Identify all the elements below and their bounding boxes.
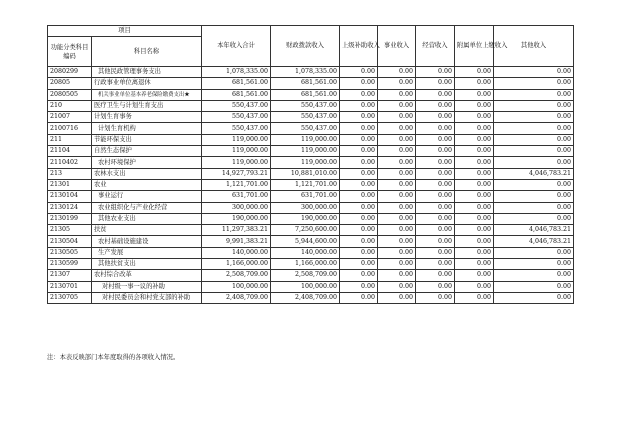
row-subsidy: 0.00 [340, 213, 378, 224]
row-name: 农村基础设施建设 [92, 236, 202, 247]
row-other: 0.00 [494, 179, 574, 190]
row-fiscal: 631,701.00 [271, 191, 340, 202]
row-subsidy: 0.00 [340, 157, 378, 168]
table-row [48, 179, 574, 190]
table-row [48, 236, 574, 247]
row-operating: 0.00 [416, 247, 455, 258]
row-business: 0.00 [378, 247, 416, 258]
row-code: 21104 [48, 146, 92, 157]
header-row-group [48, 26, 574, 37]
header-name: 科目名称 [92, 37, 202, 67]
row-code: 2080299 [48, 67, 92, 78]
table-row [48, 157, 574, 168]
row-name: 自然生态保护 [92, 146, 202, 157]
row-total: 119,000.00 [202, 146, 271, 157]
row-code: 21301 [48, 179, 92, 190]
row-fiscal: 1,121,701.00 [271, 179, 340, 190]
row-business: 0.00 [378, 213, 416, 224]
row-affiliate: 0.00 [455, 157, 494, 168]
row-other: 0.00 [494, 67, 574, 78]
row-code: 211 [48, 134, 92, 145]
row-other: 0.00 [494, 292, 574, 303]
table-row [48, 281, 574, 292]
row-subsidy: 0.00 [340, 247, 378, 258]
row-subsidy: 0.00 [340, 123, 378, 134]
row-affiliate: 0.00 [455, 270, 494, 281]
row-operating: 0.00 [416, 78, 455, 89]
row-total: 550,437.00 [202, 123, 271, 134]
row-other: 0.00 [494, 89, 574, 100]
row-name: 行政事业单位离退休 [92, 78, 202, 89]
row-subsidy: 0.00 [340, 89, 378, 100]
row-total: 14,927,793.21 [202, 168, 271, 179]
row-operating: 0.00 [416, 123, 455, 134]
row-business: 0.00 [378, 112, 416, 123]
row-fiscal: 2,508,709.00 [271, 270, 340, 281]
row-fiscal: 300,000.00 [271, 202, 340, 213]
row-business: 0.00 [378, 225, 416, 236]
row-operating: 0.00 [416, 157, 455, 168]
row-operating: 0.00 [416, 134, 455, 145]
row-business: 0.00 [378, 157, 416, 168]
row-name: 计划生育事务 [92, 112, 202, 123]
row-name: 事业运行 [92, 191, 202, 202]
row-code: 20805 [48, 78, 92, 89]
table-row [48, 247, 574, 258]
row-fiscal: 10,881,010.00 [271, 168, 340, 179]
table-row [48, 112, 574, 123]
row-fiscal: 2,408,709.00 [271, 292, 340, 303]
income-table [47, 25, 574, 304]
row-fiscal: 100,000.00 [271, 281, 340, 292]
row-fiscal: 190,000.00 [271, 213, 340, 224]
row-business: 0.00 [378, 123, 416, 134]
row-affiliate: 0.00 [455, 179, 494, 190]
row-operating: 0.00 [416, 67, 455, 78]
row-other: 0.00 [494, 191, 574, 202]
row-affiliate: 0.00 [455, 292, 494, 303]
row-total: 1,121,701.00 [202, 179, 271, 190]
row-total: 2,408,709.00 [202, 292, 271, 303]
row-code: 2130124 [48, 202, 92, 213]
row-subsidy: 0.00 [340, 292, 378, 303]
table-row [48, 100, 574, 111]
row-fiscal: 119,000.00 [271, 157, 340, 168]
row-affiliate: 0.00 [455, 168, 494, 179]
row-business: 0.00 [378, 146, 416, 157]
row-fiscal: 550,437.00 [271, 123, 340, 134]
row-operating: 0.00 [416, 100, 455, 111]
row-name: 对村民委员会和村党支部的补助 [92, 292, 202, 303]
row-name: 计划生育机构 [92, 123, 202, 134]
row-business: 0.00 [378, 191, 416, 202]
row-subsidy: 0.00 [340, 78, 378, 89]
row-code: 210 [48, 100, 92, 111]
row-business: 0.00 [378, 89, 416, 100]
row-subsidy: 0.00 [340, 179, 378, 190]
header-code: 功能分类科目编码 [48, 37, 92, 67]
row-affiliate: 0.00 [455, 146, 494, 157]
row-operating: 0.00 [416, 202, 455, 213]
row-fiscal: 1,166,000.00 [271, 259, 340, 270]
row-code: 21007 [48, 112, 92, 123]
row-affiliate: 0.00 [455, 259, 494, 270]
row-code: 213 [48, 168, 92, 179]
header-total: 本年收入合计 [202, 26, 271, 67]
header-subsidy: 上级补助收入 [340, 26, 378, 67]
row-subsidy: 0.00 [340, 236, 378, 247]
row-other: 0.00 [494, 100, 574, 111]
row-code: 2130504 [48, 236, 92, 247]
row-subsidy: 0.00 [340, 191, 378, 202]
row-other: 0.00 [494, 157, 574, 168]
row-other: 0.00 [494, 270, 574, 281]
row-fiscal: 681,561.00 [271, 78, 340, 89]
row-total: 631,701.00 [202, 191, 271, 202]
row-other: 0.00 [494, 112, 574, 123]
row-total: 9,991,383.21 [202, 236, 271, 247]
row-total: 190,000.00 [202, 213, 271, 224]
row-affiliate: 0.00 [455, 89, 494, 100]
row-business: 0.00 [378, 78, 416, 89]
row-other: 0.00 [494, 247, 574, 258]
row-subsidy: 0.00 [340, 112, 378, 123]
table-row [48, 67, 574, 78]
row-affiliate: 0.00 [455, 112, 494, 123]
row-subsidy: 0.00 [340, 168, 378, 179]
row-code: 2130701 [48, 281, 92, 292]
row-business: 0.00 [378, 202, 416, 213]
row-name: 农村综合改革 [92, 270, 202, 281]
table-body [48, 67, 574, 304]
row-fiscal: 550,437.00 [271, 112, 340, 123]
row-affiliate: 0.00 [455, 78, 494, 89]
row-operating: 0.00 [416, 89, 455, 100]
row-total: 119,000.00 [202, 157, 271, 168]
footnote: 注：本表反映部门本年度取得的各项收入情况。 [47, 354, 180, 361]
row-operating: 0.00 [416, 112, 455, 123]
row-code: 2130199 [48, 213, 92, 224]
row-subsidy: 0.00 [340, 202, 378, 213]
row-code: 21305 [48, 225, 92, 236]
header-affiliate: 附属单位上缴收入 [455, 26, 494, 67]
row-name: 农林水支出 [92, 168, 202, 179]
row-operating: 0.00 [416, 168, 455, 179]
table-row [48, 191, 574, 202]
row-business: 0.00 [378, 292, 416, 303]
row-name: 农村环境保护 [92, 157, 202, 168]
row-name: 农业 [92, 179, 202, 190]
row-code: 2130104 [48, 191, 92, 202]
row-business: 0.00 [378, 134, 416, 145]
row-operating: 0.00 [416, 191, 455, 202]
table-row [48, 225, 574, 236]
row-other: 4,046,783.21 [494, 225, 574, 236]
table-row [48, 213, 574, 224]
header-business: 事业收入 [378, 26, 416, 67]
row-name: 其他扶贫支出 [92, 259, 202, 270]
row-total: 550,437.00 [202, 100, 271, 111]
row-name: 对村级一事一议的补助 [92, 281, 202, 292]
row-total: 140,000.00 [202, 247, 271, 258]
row-other: 0.00 [494, 123, 574, 134]
row-business: 0.00 [378, 168, 416, 179]
row-code: 2110402 [48, 157, 92, 168]
row-affiliate: 0.00 [455, 236, 494, 247]
row-total: 119,000.00 [202, 134, 271, 145]
row-business: 0.00 [378, 179, 416, 190]
row-subsidy: 0.00 [340, 259, 378, 270]
row-name: 农业组织化与产业化经营 [92, 202, 202, 213]
row-business: 0.00 [378, 259, 416, 270]
row-affiliate: 0.00 [455, 225, 494, 236]
row-affiliate: 0.00 [455, 191, 494, 202]
row-fiscal: 681,561.00 [271, 89, 340, 100]
row-total: 100,000.00 [202, 281, 271, 292]
row-name: 扶贫 [92, 225, 202, 236]
row-affiliate: 0.00 [455, 202, 494, 213]
row-operating: 0.00 [416, 236, 455, 247]
table-row [48, 270, 574, 281]
row-other: 0.00 [494, 259, 574, 270]
row-subsidy: 0.00 [340, 67, 378, 78]
table-row [48, 134, 574, 145]
row-code: 2130505 [48, 247, 92, 258]
row-code: 21307 [48, 270, 92, 281]
row-affiliate: 0.00 [455, 213, 494, 224]
row-fiscal: 119,000.00 [271, 134, 340, 145]
row-code: 2130599 [48, 259, 92, 270]
row-subsidy: 0.00 [340, 100, 378, 111]
row-fiscal: 5,944,600.00 [271, 236, 340, 247]
table-row [48, 202, 574, 213]
header-group-label: 项目 [48, 26, 202, 37]
row-other: 0.00 [494, 281, 574, 292]
row-other: 0.00 [494, 78, 574, 89]
row-operating: 0.00 [416, 179, 455, 190]
row-operating: 0.00 [416, 259, 455, 270]
row-other: 4,046,783.21 [494, 236, 574, 247]
row-business: 0.00 [378, 100, 416, 111]
row-name: 节能环保支出 [92, 134, 202, 145]
row-code: 2130705 [48, 292, 92, 303]
income-table-container [47, 25, 573, 304]
row-affiliate: 0.00 [455, 100, 494, 111]
row-subsidy: 0.00 [340, 134, 378, 145]
row-other: 0.00 [494, 134, 574, 145]
row-business: 0.00 [378, 270, 416, 281]
row-affiliate: 0.00 [455, 281, 494, 292]
table-row [48, 123, 574, 134]
row-fiscal: 7,250,600.00 [271, 225, 340, 236]
row-name: 机关事业单位基本养老保险缴费支出★ [92, 89, 202, 100]
row-name: 生产发展 [92, 247, 202, 258]
table-row [48, 89, 574, 100]
row-total: 681,561.00 [202, 78, 271, 89]
row-name: 其他农业支出 [92, 213, 202, 224]
row-affiliate: 0.00 [455, 134, 494, 145]
row-other: 0.00 [494, 146, 574, 157]
row-subsidy: 0.00 [340, 225, 378, 236]
row-operating: 0.00 [416, 292, 455, 303]
row-operating: 0.00 [416, 281, 455, 292]
row-total: 550,437.00 [202, 112, 271, 123]
row-total: 681,561.00 [202, 89, 271, 100]
row-other: 4,046,783.21 [494, 168, 574, 179]
header-operating: 经营收入 [416, 26, 455, 67]
row-affiliate: 0.00 [455, 67, 494, 78]
row-total: 11,297,383.21 [202, 225, 271, 236]
row-affiliate: 0.00 [455, 247, 494, 258]
row-total: 1,078,335.00 [202, 67, 271, 78]
header-fiscal: 财政拨款收入 [271, 26, 340, 67]
row-business: 0.00 [378, 67, 416, 78]
table-row [48, 292, 574, 303]
row-subsidy: 0.00 [340, 281, 378, 292]
row-operating: 0.00 [416, 213, 455, 224]
row-other: 0.00 [494, 202, 574, 213]
row-fiscal: 550,437.00 [271, 100, 340, 111]
row-subsidy: 0.00 [340, 146, 378, 157]
row-fiscal: 1,078,335.00 [271, 67, 340, 78]
row-name: 其他民政管理事务支出 [92, 67, 202, 78]
header-other: 其他收入 [494, 26, 574, 67]
row-total: 2,508,709.00 [202, 270, 271, 281]
table-row [48, 78, 574, 89]
row-business: 0.00 [378, 236, 416, 247]
row-code: 2080505 [48, 89, 92, 100]
row-total: 1,166,000.00 [202, 259, 271, 270]
row-other: 0.00 [494, 213, 574, 224]
row-operating: 0.00 [416, 146, 455, 157]
row-subsidy: 0.00 [340, 270, 378, 281]
row-business: 0.00 [378, 281, 416, 292]
row-operating: 0.00 [416, 270, 455, 281]
row-fiscal: 119,000.00 [271, 146, 340, 157]
table-row [48, 168, 574, 179]
row-affiliate: 0.00 [455, 123, 494, 134]
table-row [48, 146, 574, 157]
row-operating: 0.00 [416, 225, 455, 236]
row-fiscal: 140,000.00 [271, 247, 340, 258]
table-row [48, 259, 574, 270]
row-total: 300,000.00 [202, 202, 271, 213]
row-name: 医疗卫生与计划生育支出 [92, 100, 202, 111]
row-code: 2100716 [48, 123, 92, 134]
